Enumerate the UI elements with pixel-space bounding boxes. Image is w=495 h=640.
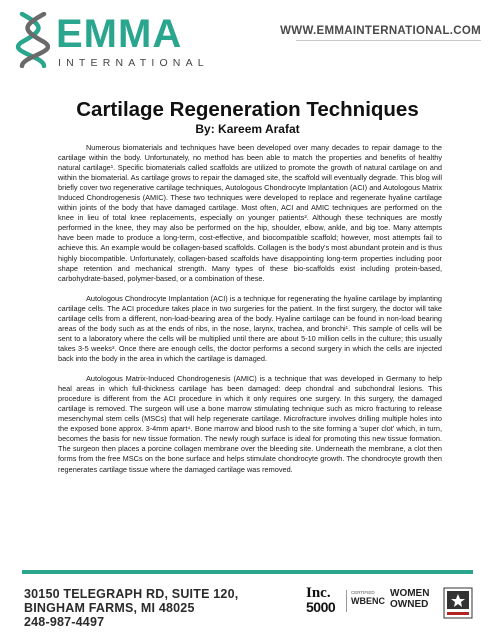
women-label: WOMEN (390, 588, 430, 599)
article-body (58, 143, 442, 485)
company-address (24, 587, 238, 630)
logo-name: EMMA (56, 12, 183, 56)
women-owned-badge (390, 588, 434, 616)
logo-subtitle: INTERNATIONAL (58, 57, 209, 69)
paragraph-3: Autologous Matrix-Induced Chondrogenesis (AMIC) is a technique that was developed in Germany to help heal areas in which full-thickness cartilage has been damaged: deep chondral and subchondral lesions. This procedure is different from the ACI procedure in which it only requires one surgery. In this surgery, the damaged cartilage is removed. The surgeon will use a bone marrow stimulating technique such as micro fracturing to release mesenchymal stem cells (MSCs) that will help regenerate cartilage. Microfracture involves drilling multiple holes into the exposed bone approx. 3-4mm apart⁴. Bone marrow and blood rush to the site forming a 'super clot' which, in turn, becomes the basis for new tissue formation. The newly rough surface is ideal for promoting this new tissue formation. The surgeon then places a porcine collagen membrane over the bleeding site. Underneath the membrane, a clot then forms from the free MSCs on the bone surface and helps stimulate chondrocyte growth. The chondrocyte growth then regenerates cartilage tissue where the damaged cartilage was removed. (58, 374, 442, 474)
owned-label: OWNED (390, 599, 429, 610)
certification-badges (306, 584, 476, 624)
footer-divider (22, 570, 473, 574)
website-url[interactable]: WWW.EMMAINTERNATIONAL.COM (280, 25, 481, 37)
award-seal-icon (442, 586, 474, 620)
paragraph-2: Autologous Chondrocyte Implantation (ACI) is a technique for regenerating the hyaline cartilage by implanting cartilage cells. The ACI procedure takes place in two surgeries for the patient. In the first surgery, the doctor will take cartilage cells from a different, non-load-bearing area of the body. Hyaline cartilage can be found in non-load bearing areas of the body such as at the ends of ribs, in the nose, larynx, trachea, and bronchi¹. This sample of cells will be sent to a laboratory where the cells will be multiplied until there are about 5-10 million cells in the culture; this usually takes 3-5 weeks³. Once there are enough cells, the doctor performs a second surgery in which the cells are injected back into the body in the area in which the cartilage is damaged. (58, 293, 442, 363)
inc-text: Inc. (306, 585, 331, 601)
wbenc-certified-label: CERTIFIED (351, 590, 375, 595)
inc-number: 5000 (306, 599, 336, 615)
inc5000-badge (306, 586, 342, 618)
wbenc-badge (346, 590, 387, 612)
address-line-2: BINGHAM FARMS, MI 48025 (24, 601, 195, 616)
page-header (0, 0, 495, 80)
article-byline: By: Kareem Arafat (195, 122, 300, 136)
dna-helix-icon (16, 12, 50, 68)
wbenc-label: WBENC (351, 596, 385, 606)
page-footer (0, 570, 495, 640)
paragraph-1: Numerous biomaterials and techniques have been developed over many decades to repair damage to the cartilage within the body. Unfortunately, no method has been able to match the properties and benefits of healthy natural cartilage¹. Specific biomaterials called scaffolds are utilized to promote the growth of natural cartilage on and within the biomaterial. As cartilage grows to repair the damaged site, the scaffold will eventually degrade. This blog will briefly cover two regenerative cartilage techniques, Autologous Chondrocyte Implantation (ACI) and Autologous Matrix Induced Chondrogenesis (AMIC). These two techniques were developed to replace and regenerate hyaline cartilage within joints of the body that have damaged cartilage. Most often, ACI and AMIC techniques are performed on the knee in lieu of total knee replacements, especially on younger patients². Although these techniques are mostly performed in the knee, they may also be performed on the hip, shoulder, elbow, ankle, and big toe. Many attempts have been made to produce a long-term, cost-effective, and biocompatible scaffold; however, most attempts fail to achieve this. An example would be collagen-based scaffolds. Collagen is the body's most abundant protein and is thus highly biocompatible. Unfortunately, collagen-based scaffolds have disappointing long-term properties including poor shape retention and mechanical strength. Many types of these bio-scaffolds exist including protein-based, carbohydrate-based, polymer-based, or a combination of these. (58, 143, 442, 283)
article-title: Cartilage Regeneration Techniques (76, 98, 419, 121)
header-divider (296, 40, 481, 41)
phone-number[interactable]: 248-987-4497 (24, 615, 105, 630)
emma-logo (16, 10, 209, 72)
address-line-1: 30150 TELEGRAPH RD, SUITE 120, (24, 587, 239, 601)
